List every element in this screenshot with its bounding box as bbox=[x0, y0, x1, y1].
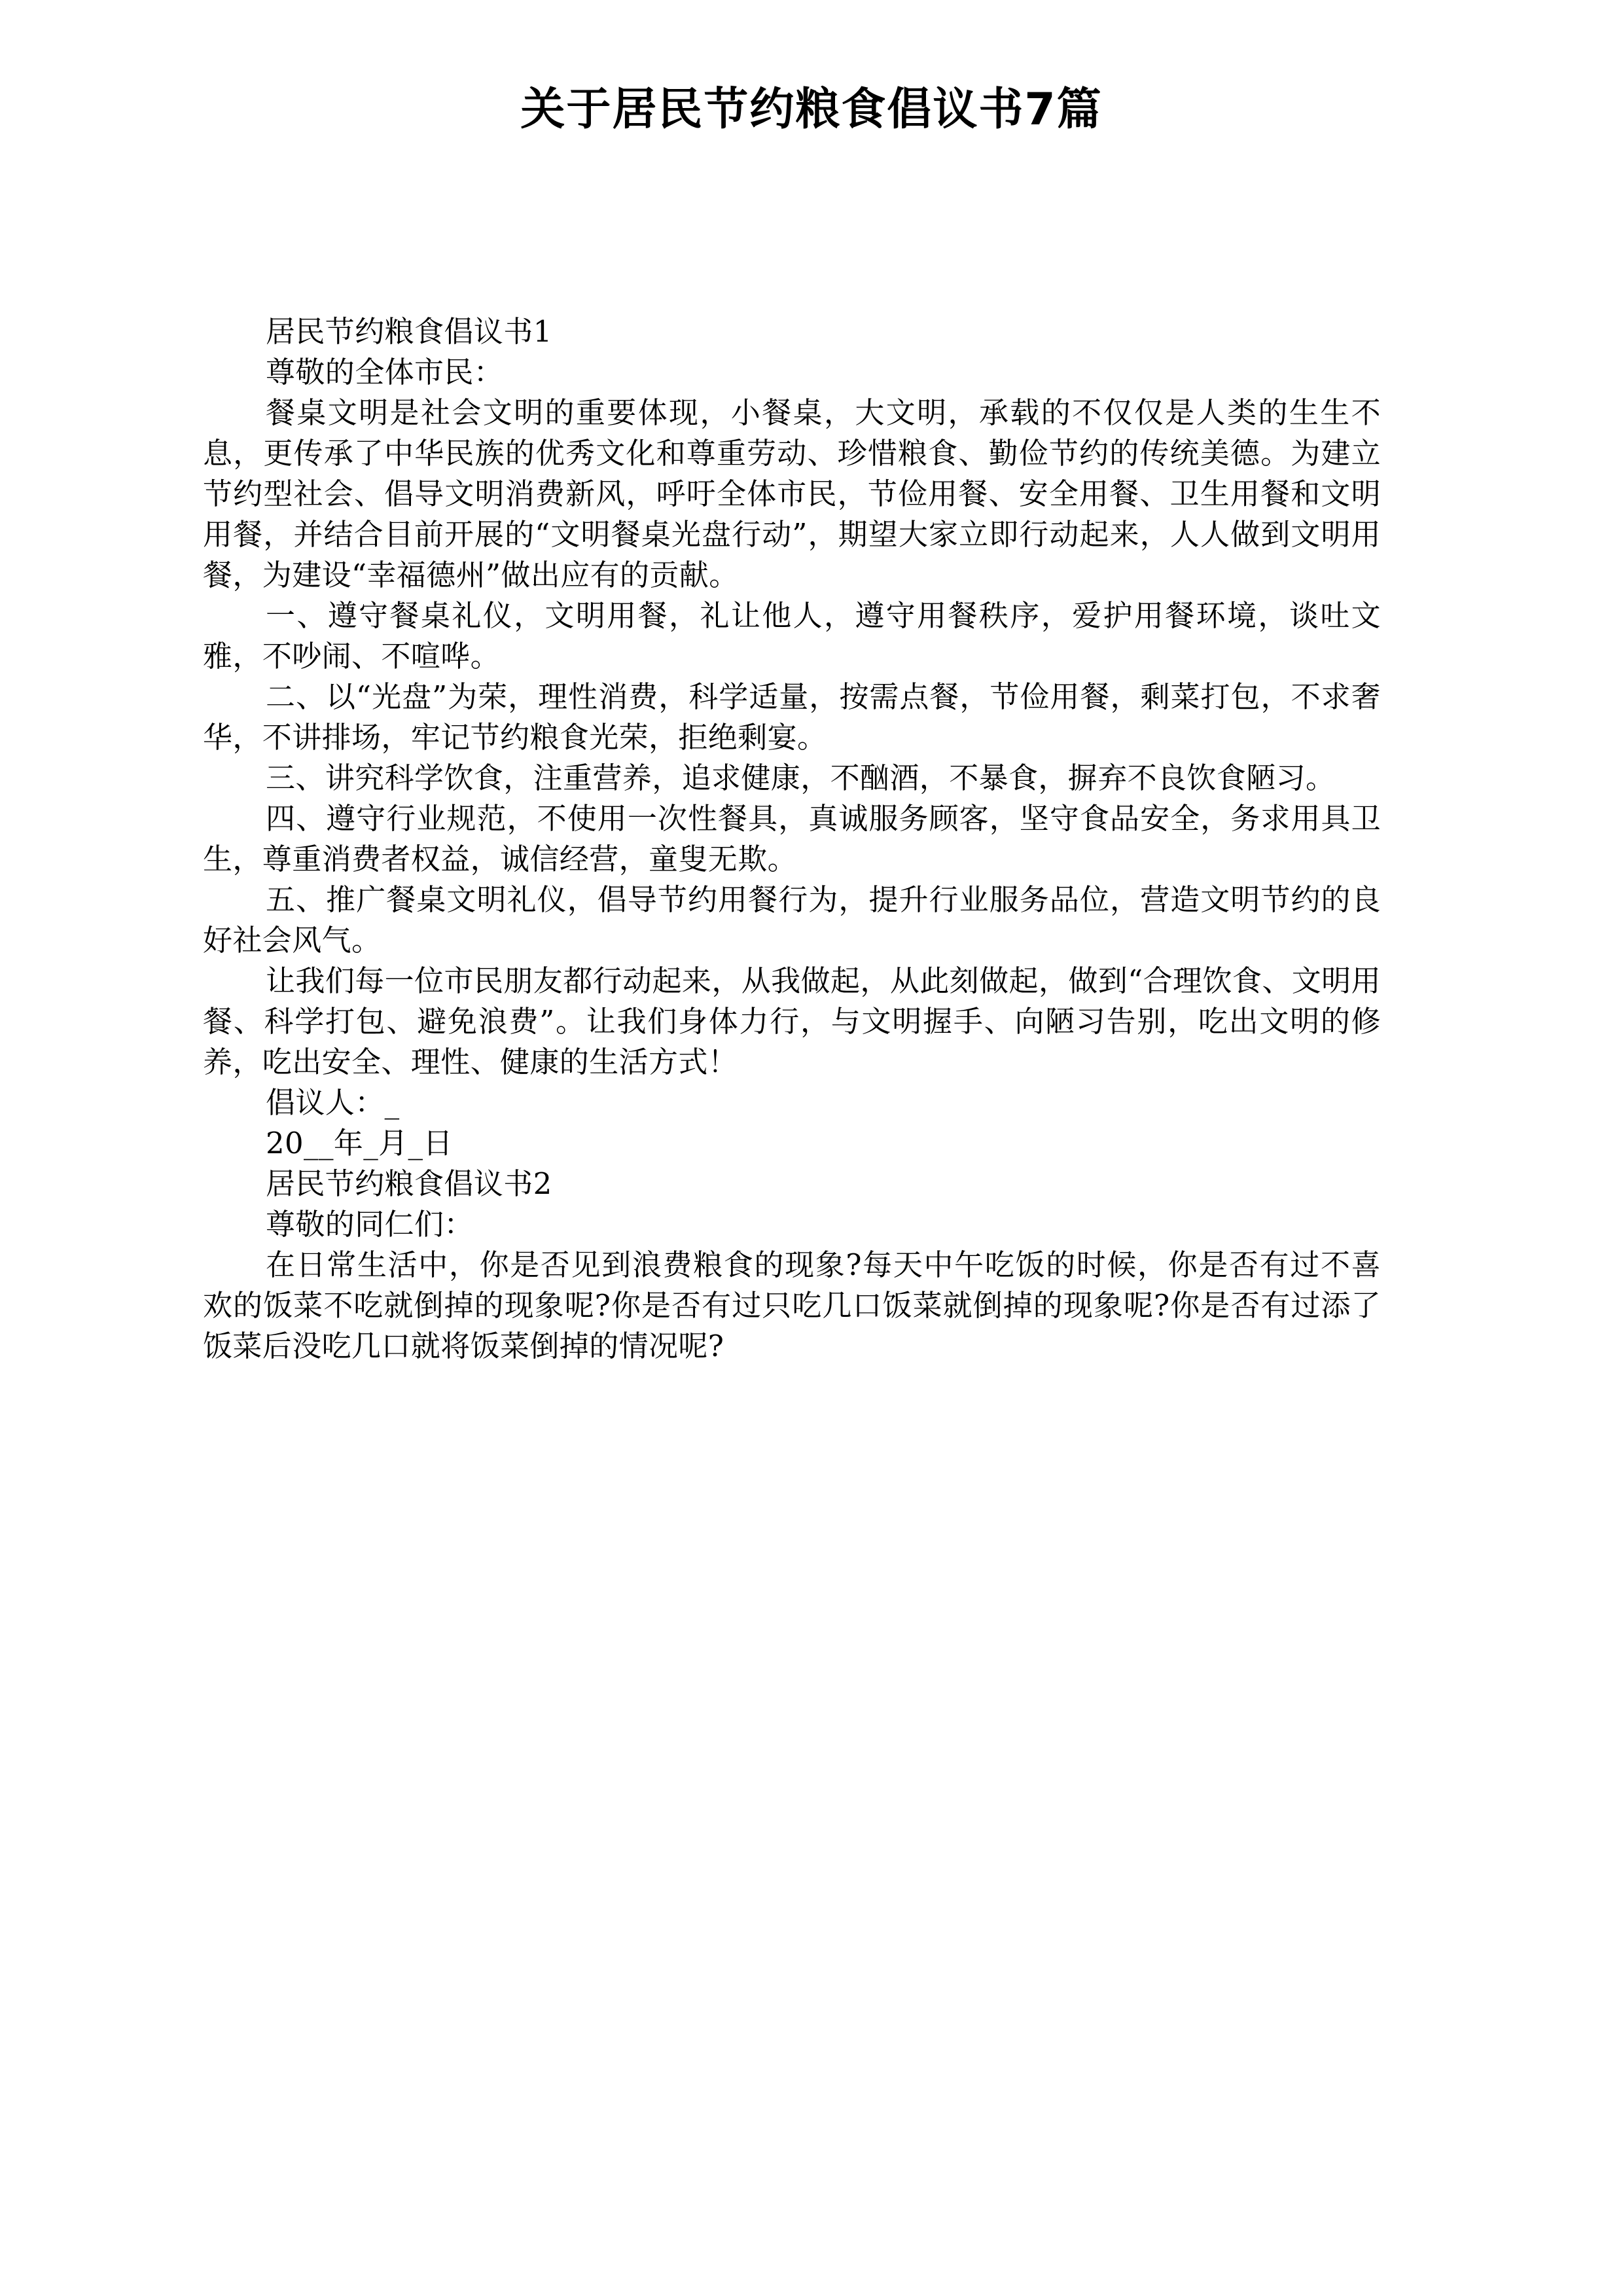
signature-proposer: 倡议人：_ bbox=[266, 1085, 400, 1120]
paragraph-1-item-1: 一、遵守餐桌礼仪，文明用餐，礼让他人，遵守用餐秩序，爱护用餐环境，谈吐文雅，不吵闹、不喧哗。 bbox=[203, 598, 1381, 673]
page-title: 关于居民节约粮食倡议书7篇 bbox=[520, 84, 1103, 135]
paragraph-1-intro: 餐桌文明是社会文明的重要体现，小餐桌，大文明，承载的不仅仅是人类的生生不息，更传承了中华民族的优秀文化和尊重劳动、珍惜粮食、勤俭节约的传统美德。为建立节约型社会、倡导文明消费新风，呼吁全体市民，节俭用餐、安全用餐、卫生用餐和文明用餐，并结合目前开展的“文明餐桌光盘行动”，期望大家立即行动起来，人人做到文明用餐，为建设“幸福德州”做出应有的贡献。 bbox=[203, 395, 1381, 592]
signature-date: 20__年_月_日 bbox=[266, 1126, 453, 1160]
section-heading-2: 居民节约粮食倡议书2 bbox=[266, 1166, 552, 1201]
section-heading-1: 居民节约粮食倡议书1 bbox=[266, 314, 552, 349]
paragraph-1-item-5: 五、推广餐桌文明礼仪，倡导节约用餐行为，提升行业服务品位，营造文明节约的良好社会风气。 bbox=[203, 882, 1381, 958]
paragraph-2-intro: 在日常生活中，你是否见到浪费粮食的现象?每天中午吃饭的时候，你是否有过不喜欢的饭菜不吃就倒掉的现象呢?你是否有过只吃几口饭菜就倒掉的现象呢?你是否有过添了饭菜后没吃几口就将饭菜倒掉的情况呢? bbox=[203, 1247, 1381, 1363]
salutation-1: 尊敬的全体市民： bbox=[266, 355, 504, 389]
paragraph-1-item-3: 三、讲究科学饮食，注重营养，追求健康，不酗酒，不暴食，摒弃不良饮食陋习。 bbox=[266, 761, 1336, 795]
paragraph-1-closing: 让我们每一位市民朋友都行动起来，从我做起，从此刻做起，做到“合理饮食、文明用餐、科学打包、避免浪费”。让我们身体力行，与文明握手、向陋习告别，吃出文明的修养，吃出安全、理性、健康的生活方式！ bbox=[203, 963, 1381, 1079]
salutation-2: 尊敬的同仁们： bbox=[266, 1207, 474, 1242]
document-body bbox=[203, 312, 1381, 1367]
paragraph-1-item-2: 二、以“光盘”为荣，理性消费，科学适量，按需点餐，节俭用餐，剩菜打包，不求奢华，不讲排场，牢记节约粮食光荣，拒绝剩宴。 bbox=[203, 679, 1381, 755]
paragraph-1-item-4: 四、遵守行业规范，不使用一次性餐具，真诚服务顾客，坚守食品安全，务求用具卫生，尊重消费者权益，诚信经营，童叟无欺。 bbox=[203, 801, 1381, 876]
